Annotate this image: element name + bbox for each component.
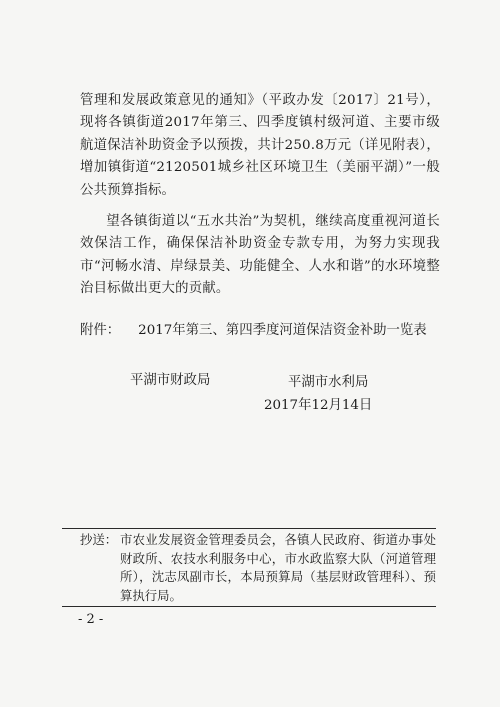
signature-date: 2017年12月14日 [264,398,373,413]
body-paragraph-1: 管理和发展政策意见的通知》（平政办发〔2017〕21号），现将各镇街道2017年第三、四季度镇村级河道、主要市级航道保洁补助资金予以预拨，共计250.8万元（详见附表），增加镇街道“2120501城乡社区环境卫生（美丽平湖）”一般公共预算指标。 [80,93,440,198]
body-paragraph-2-text: 望各镇街道以“五水共治”为契机，继续高度重视河道长效保洁工作，确保保洁补助资金专款专用，为努力实现我市“河畅水清、岸绿景美、功能健全、人水和谐”的水环境整治目标做出更大的贡献。 [80,214,440,297]
cc-label: 抄送： [80,532,118,547]
signature-finance-bureau: 平湖市财政局 [130,373,211,388]
signature-water-bureau: 平湖市水利局 [288,375,369,390]
body-paragraph-2 [80,211,440,301]
attachment-title: 2017年第三、第四季度河道保洁资金补助一览表 [138,323,427,338]
attachment-line [80,319,450,338]
cc-divider-top [62,528,436,529]
cc-divider-bottom [62,606,436,607]
cc-recipients: 市农业发展资金管理委员会，各镇人民政府、街道办事处财政所、农技水利服务中心，市水政监察大队（河道管理所），沈志凤副市长，本局预算局（基层财政管理科）、预算执行局。 [120,532,436,603]
page-number: - 2 - [78,612,104,627]
cc-block [80,531,436,605]
attachment-label: 附件： [80,323,121,338]
